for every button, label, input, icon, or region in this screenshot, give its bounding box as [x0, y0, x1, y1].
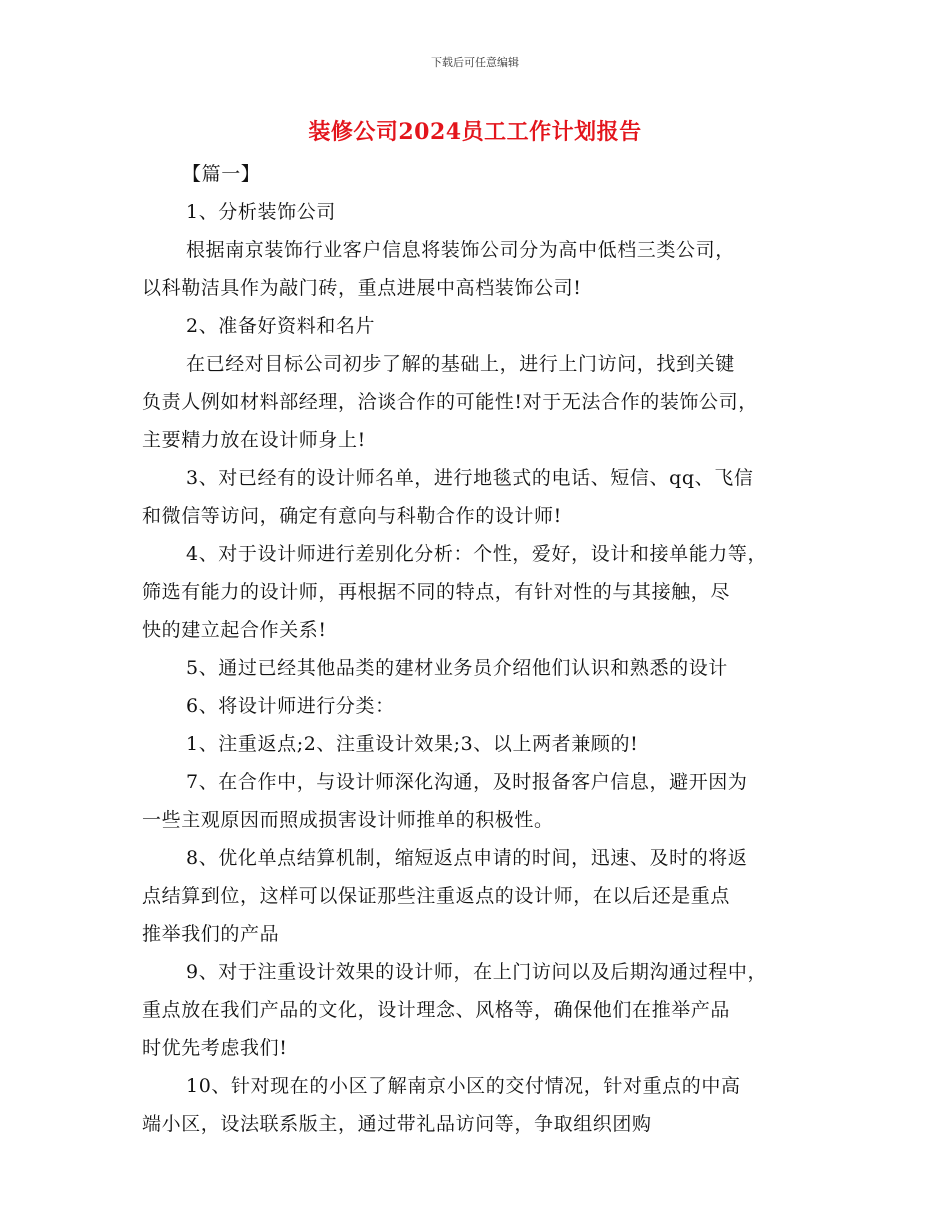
document-body	[142, 155, 822, 1143]
text-line: 推举我们的产品	[142, 923, 280, 945]
section-label: 【篇一】	[182, 163, 261, 185]
text-line: 1、注重返点;2、注重设计效果;3、以上两者兼顾的!	[186, 733, 639, 755]
text-line: 1、分析装饰公司	[186, 201, 336, 223]
text-line: 和微信等访问，确定有意向与科勒合作的设计师!	[142, 505, 562, 527]
text-line: 以科勒洁具作为敲门砖，重点进展中高档装饰公司!	[142, 277, 582, 299]
text-line: 7、在合作中，与设计师深化沟通，及时报备客户信息，避开因为	[186, 771, 748, 793]
text-line: 3、对已经有的设计师名单，进行地毯式的电话、短信、qq、飞信	[186, 467, 754, 489]
text-line: 8、优化单点结算机制，缩短返点申请的时间，迅速、及时的将返	[186, 847, 748, 869]
text-line: 5、通过已经其他品类的建材业务员介绍他们认识和熟悉的设计	[186, 657, 728, 679]
text-line: 快的建立起合作关系!	[142, 619, 327, 641]
text-line: 在已经对目标公司初步了解的基础上，进行上门访问，找到关键	[186, 353, 735, 375]
document-title: 装修公司2024员工工作计划报告	[308, 119, 642, 145]
header-note: 下载后可任意编辑	[431, 56, 519, 69]
text-line: 一些主观原因而照成损害设计师推单的积极性。	[142, 809, 554, 831]
text-line: 点结算到位，这样可以保证那些注重返点的设计师，在以后还是重点	[142, 885, 731, 907]
text-line: 4、对于设计师进行差别化分析：个性，爱好，设计和接单能力等，	[186, 543, 768, 565]
text-line: 时优先考虑我们!	[142, 1037, 288, 1059]
text-line: 筛选有能力的设计师，再根据不同的特点，有针对性的与其接触，尽	[142, 581, 731, 603]
text-line: 端小区，设法联系版主，通过带礼品访问等，争取组织团购	[142, 1113, 652, 1135]
text-line: 6、将设计师进行分类：	[186, 695, 395, 717]
text-line: 2、准备好资料和名片	[186, 315, 376, 337]
text-line: 主要精力放在设计师身上!	[142, 429, 366, 451]
text-line: 9、对于注重设计效果的设计师，在上门访问以及后期沟通过程中，	[186, 961, 768, 983]
text-line: 10、针对现在的小区了解南京小区的交付情况，针对重点的中高	[186, 1075, 741, 1097]
paragraph-lines	[142, 193, 822, 1143]
text-line: 根据南京装饰行业客户信息将装饰公司分为高中低档三类公司，	[186, 239, 735, 261]
text-line: 重点放在我们产品的文化，设计理念、风格等，确保他们在推举产品	[142, 999, 731, 1021]
text-line: 负责人例如材料部经理，洽谈合作的可能性!对于无法合作的装饰公司，	[142, 391, 758, 413]
